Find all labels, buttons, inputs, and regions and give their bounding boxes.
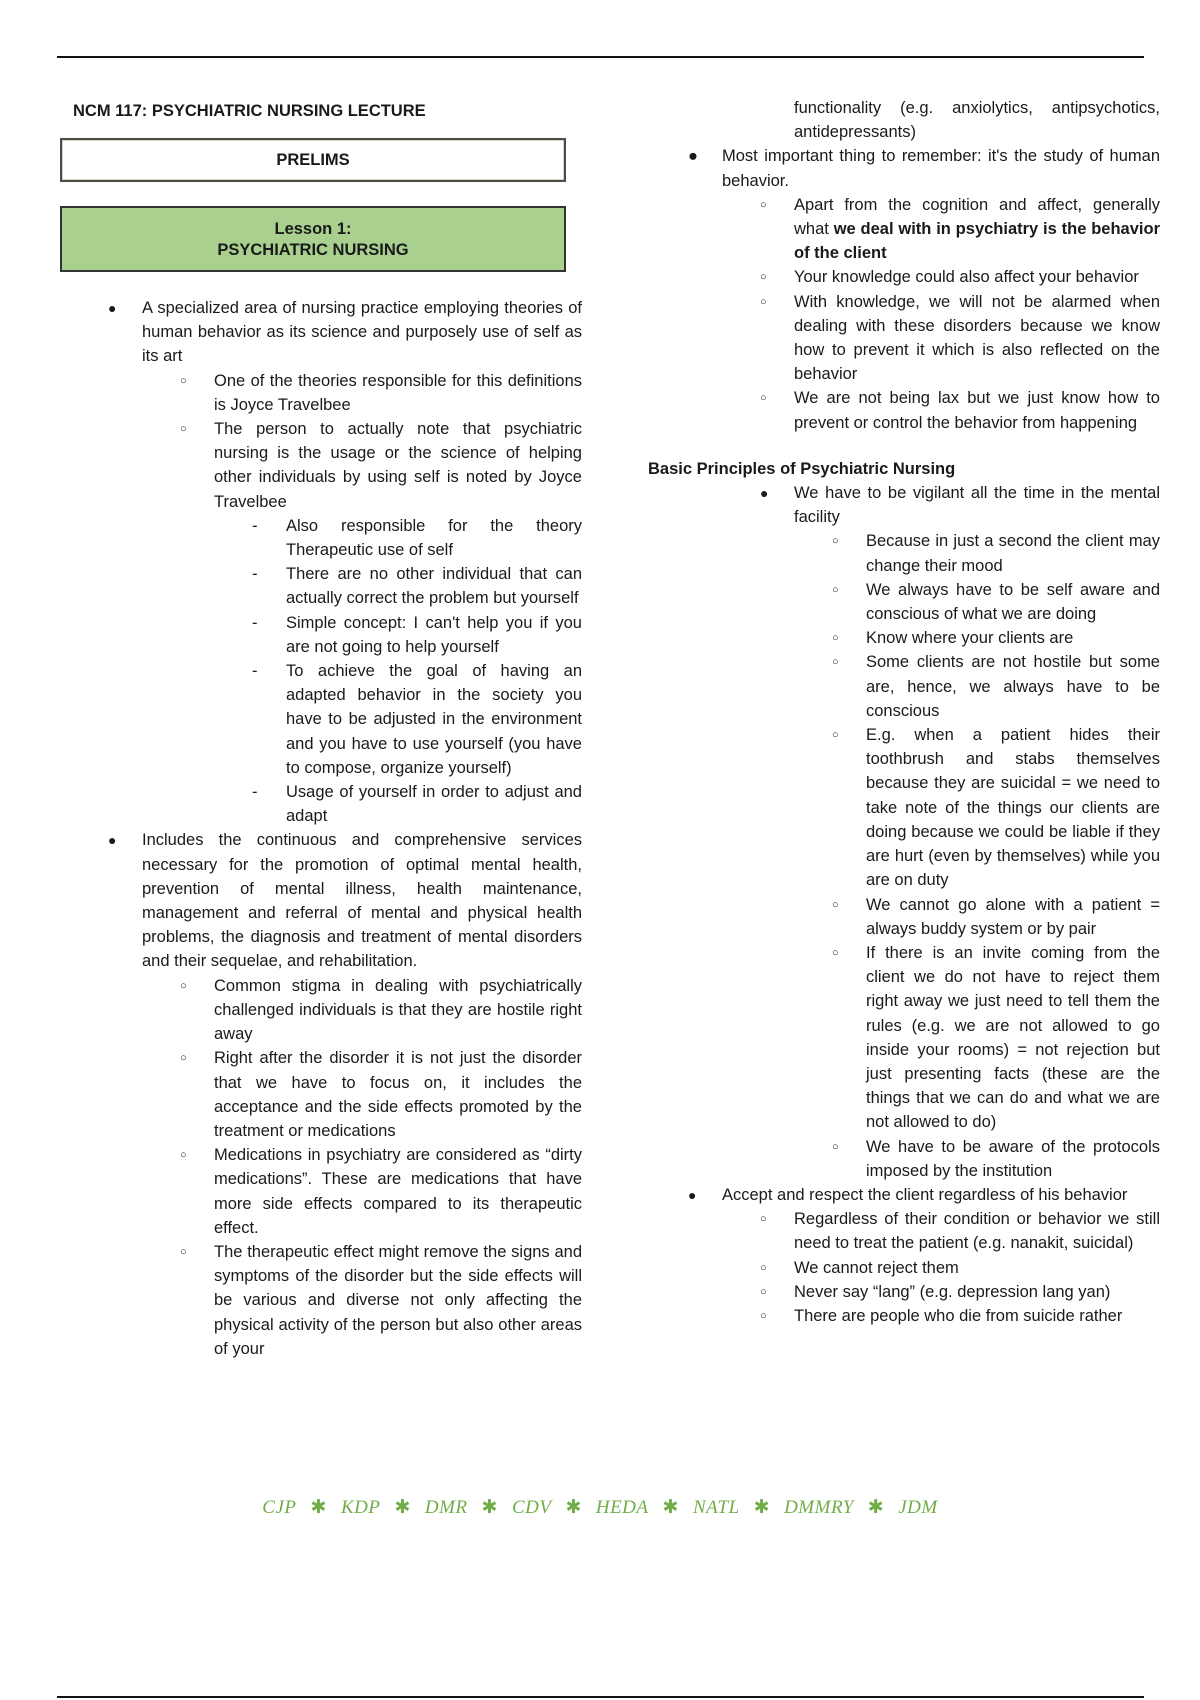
circle-bullet-icon: ○	[760, 1261, 767, 1274]
footer-credits	[0, 1496, 1200, 1519]
list-item: ● We have to be vigilant all the time in the mental facility	[650, 481, 1160, 529]
list-item: ○ We cannot go alone with a patient = always buddy system or by pair	[650, 893, 1160, 941]
list-item: ● A specialized area of nursing practice employing theories of human behavior as its science and purposely use of self as its art	[70, 296, 582, 369]
bullet-icon: ●	[760, 485, 769, 502]
asterisk-icon: ✱	[481, 1497, 498, 1518]
asterisk-icon: ✱	[394, 1497, 411, 1518]
credit-name: KDP	[340, 1497, 381, 1518]
list-item: ○ Some clients are not hostile but some are, hence, we always have to be conscious	[650, 650, 1160, 723]
list-item: ○ Regardless of their condition or behavior we still need to treat the patient (e.g. nanakit, suicidal)	[650, 1207, 1160, 1255]
list-item: ○ The person to actually note that psychiatric nursing is the usage or the science of helping other individuals by using self is noted by Joyce Travelbee	[70, 417, 582, 514]
list-item: ○ Medications in psychiatry are considered as “dirty medications”. These are medications that have more side effects compared to its therapeutic effect.	[70, 1143, 582, 1240]
circle-bullet-icon: ○	[760, 1213, 767, 1226]
circle-bullet-icon: ○	[180, 374, 187, 387]
circle-bullet-icon: ○	[180, 1149, 187, 1162]
list-item: ○ There are people who die from suicide rather	[650, 1304, 1160, 1328]
list-item: ○ Right after the disorder it is not just the disorder that we have to focus on, it includes the acceptance and the side effects promoted by the treatment or medications	[70, 1046, 582, 1143]
bullet-icon: ●	[108, 300, 117, 316]
credit-name: DMR	[424, 1497, 468, 1518]
prelims-box	[60, 138, 566, 182]
circle-bullet-icon: ○	[832, 632, 839, 645]
circle-bullet-icon: ○	[832, 535, 839, 548]
list-item: - To achieve the goal of having an adapted behavior in the society you have to be adjusted in the environment and you have to use yourself (you have to compose, organize yourself)	[70, 659, 582, 780]
circle-bullet-icon: ○	[180, 1052, 187, 1065]
list-item: ○ E.g. when a patient hides their toothbrush and stabs themselves because they are suicidal = we need to take note of the things our clients are doing because we could be liable if they are hurt (even by themselves) while you are on duty	[650, 723, 1160, 892]
credit-name: DMMRY	[784, 1497, 854, 1518]
circle-bullet-icon: ○	[760, 392, 767, 405]
list-item: - Also responsible for the theory Therapeutic use of self	[70, 514, 582, 562]
list-item: ○ Your knowledge could also affect your behavior	[650, 265, 1160, 289]
dash-bullet-icon: -	[252, 662, 258, 681]
list-item: ○ If there is an invite coming from the client we do not have to reject them right away we just need to tell them the rules (e.g. we are not allowed to go inside your rooms) = not rejection but just presenting facts (these are the things that we can do and what we are not allowed to do)	[650, 941, 1160, 1135]
right-column	[650, 96, 1160, 1328]
credit-name: HEDA	[595, 1497, 649, 1518]
asterisk-icon: ✱	[310, 1497, 327, 1518]
continued-text: functionality (e.g. anxiolytics, antipsychotics, antidepressants)	[794, 99, 1160, 142]
list-item: ○ One of the theories responsible for this definitions is Joyce Travelbee	[70, 369, 582, 417]
circle-bullet-icon: ○	[832, 583, 839, 596]
circle-bullet-icon: ○	[180, 979, 187, 992]
asterisk-icon: ✱	[662, 1497, 679, 1518]
asterisk-icon: ✱	[565, 1497, 582, 1518]
list-item: ○ We always have to be self aware and conscious of what we are doing	[650, 578, 1160, 626]
list-item: - There are no other individual that can actually correct the problem but yourself	[70, 562, 582, 610]
circle-bullet-icon: ○	[760, 295, 767, 308]
dash-bullet-icon: -	[252, 783, 258, 802]
list-item: ○ Never say “lang” (e.g. depression lang yan)	[650, 1280, 1160, 1304]
circle-bullet-icon: ○	[832, 656, 839, 669]
bold-text: we deal with in psychiatry is the behavior of the client	[794, 220, 1160, 263]
asterisk-icon: ✱	[753, 1497, 771, 1518]
circle-bullet-icon: ○	[832, 729, 839, 742]
credit-name: CJP	[262, 1497, 297, 1518]
dash-bullet-icon: -	[252, 516, 258, 535]
lesson-title: PSYCHIATRIC NURSING	[217, 241, 409, 259]
right-outline	[650, 144, 1160, 434]
left-outline	[70, 296, 582, 1361]
list-item: ○ We are not being lax but we just know how to prevent or control the behavior from happening	[650, 386, 1160, 434]
list-item: ○ With knowledge, we will not be alarmed when dealing with these disorders because we know how to prevent it which is also reflected on the behavior	[650, 290, 1160, 387]
circle-bullet-icon: ○	[760, 1285, 767, 1298]
dash-bullet-icon: -	[252, 565, 258, 584]
list-item: - Simple concept: I can't help you if you are not going to help yourself	[70, 611, 582, 659]
list-item: ○ We have to be aware of the protocols imposed by the institution	[650, 1135, 1160, 1183]
bullet-icon: ●	[688, 147, 698, 166]
list-item: ○ The therapeutic effect might remove the signs and symptoms of the disorder but the side effects will be various and diverse not only affecting the physical activity of the person but also other areas of your	[70, 1240, 582, 1361]
circle-bullet-icon: ○	[760, 1309, 767, 1322]
circle-bullet-icon: ○	[180, 1245, 187, 1258]
list-item: ○ Because in just a second the client may change their mood	[650, 529, 1160, 577]
circle-bullet-icon: ○	[832, 946, 839, 959]
credit-name: JDM	[898, 1497, 938, 1518]
list-item: ○ Common stigma in dealing with psychiatrically challenged individuals is that they are hostile right away	[70, 974, 582, 1047]
principles-outline	[650, 481, 1160, 1328]
circle-bullet-icon: ○	[832, 1140, 839, 1153]
bottom-rule	[57, 1696, 1144, 1698]
top-rule	[57, 56, 1144, 58]
circle-bullet-icon: ○	[760, 198, 767, 211]
dash-bullet-icon: -	[252, 613, 258, 632]
list-item: ● Accept and respect the client regardless of his behavior	[650, 1183, 1160, 1207]
mixed-emphasis-text: Apart from the cognition and affect, generally what we deal with in psychiatry is the behavior of the client	[794, 195, 1160, 263]
list-item: ● Most important thing to remember: it's the study of human behavior.	[650, 144, 1160, 192]
circle-bullet-icon: ○	[760, 271, 767, 284]
list-item: ● Includes the continuous and comprehensive services necessary for the promotion of optimal mental health, prevention of mental illness, health maintenance, management and referral of mental and physical health problems, the diagnosis and treatment of mental disorders and their sequelae, and rehabilitation.	[70, 828, 582, 973]
section-heading: Basic Principles of Psychiatric Nursing	[648, 459, 956, 478]
list-item: ○ Know where your clients are	[650, 626, 1160, 650]
lesson-box	[60, 206, 566, 272]
document-title: NCM 117: PSYCHIATRIC NURSING LECTURE	[73, 102, 426, 120]
bullet-icon: ●	[688, 1186, 697, 1203]
list-item	[650, 193, 1160, 266]
lesson-number: Lesson 1:	[274, 220, 352, 238]
list-item: - Usage of yourself in order to adjust and adapt	[70, 780, 582, 828]
left-column	[70, 96, 582, 1361]
credit-name: NATL	[692, 1497, 740, 1518]
asterisk-icon: ✱	[867, 1497, 885, 1518]
circle-bullet-icon: ○	[180, 423, 187, 436]
prelims-label: PRELIMS	[276, 151, 350, 169]
credit-name: CDV	[511, 1497, 552, 1518]
bullet-icon: ●	[108, 832, 117, 849]
list-item: ○ We cannot reject them	[650, 1256, 1160, 1280]
circle-bullet-icon: ○	[832, 898, 839, 911]
